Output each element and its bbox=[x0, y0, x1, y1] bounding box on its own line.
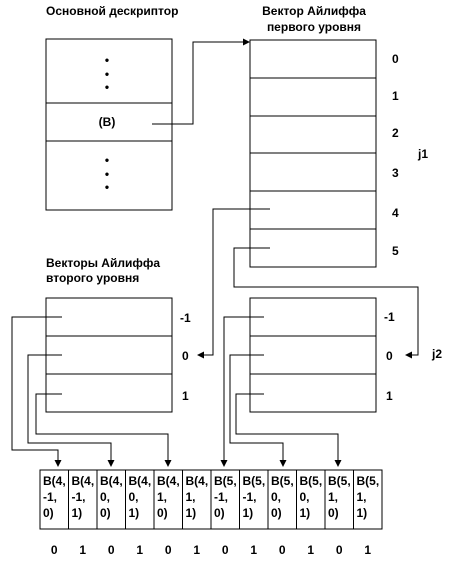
descriptor-dot: • bbox=[104, 80, 110, 94]
element-cell-text: B(5, bbox=[242, 474, 266, 488]
first-level-index-3: 3 bbox=[392, 166, 399, 180]
main-descriptor-title: Основной дескриптор bbox=[46, 4, 179, 18]
element-cell-text: 0) bbox=[271, 506, 282, 520]
arrowhead bbox=[165, 460, 172, 467]
second-level-right-index: 0 bbox=[386, 349, 393, 363]
bottom-index: 1 bbox=[307, 543, 315, 557]
element-cell-text: 0, bbox=[299, 490, 310, 504]
arrowhead bbox=[335, 460, 342, 467]
element-cell-text: B(5, bbox=[328, 474, 351, 488]
second-level-index-var-j2: j2 bbox=[432, 347, 443, 361]
element-row bbox=[40, 470, 382, 529]
element-cell-text: -1, bbox=[242, 490, 257, 504]
bottom-index-row bbox=[51, 543, 372, 557]
bottom-index: 1 bbox=[250, 543, 258, 557]
second-level-right-vector-box bbox=[250, 298, 376, 412]
element-cell-text: -1, bbox=[214, 490, 229, 504]
second-level-right-index: 1 bbox=[386, 389, 393, 403]
element-cell-text: B(4, bbox=[43, 474, 66, 488]
element-cell-text: 1, bbox=[157, 490, 168, 504]
bottom-index: 1 bbox=[79, 543, 87, 557]
element-cell-text: 1, bbox=[328, 490, 339, 504]
element-cell-text: 0) bbox=[157, 506, 168, 520]
element-cell-text: B(4, bbox=[157, 474, 180, 488]
arrowhead bbox=[55, 460, 62, 467]
first-level-index-2: 2 bbox=[392, 126, 399, 140]
arrowhead bbox=[243, 39, 250, 46]
bottom-index: 1 bbox=[193, 543, 201, 557]
element-cell-text: B(4, bbox=[128, 474, 152, 488]
first-level-index-1: 1 bbox=[392, 89, 399, 103]
element-cell-text: B(5, bbox=[271, 474, 294, 488]
element-cell-text: 1, bbox=[185, 490, 196, 504]
first-level-title-line1: Вектор Айлиффа bbox=[262, 4, 366, 18]
arrowhead bbox=[280, 460, 287, 467]
element-cell-text: -1, bbox=[43, 490, 58, 504]
element-cell-text: 1) bbox=[71, 506, 83, 520]
arrowhead bbox=[405, 352, 412, 359]
first-level-title-line2: первого уровня bbox=[266, 20, 362, 34]
element-cell-text: 1, bbox=[356, 490, 367, 504]
descriptor-dot: • bbox=[104, 53, 110, 67]
element-cell-text: B(4, bbox=[71, 474, 95, 488]
bottom-index: 0 bbox=[221, 543, 229, 557]
arrowhead bbox=[108, 460, 115, 467]
element-cell-text: 1) bbox=[128, 506, 140, 520]
element-cell-text: B(5, bbox=[299, 474, 323, 488]
element-cell-text: 0) bbox=[328, 506, 339, 520]
element-cell-text: 0, bbox=[128, 490, 139, 504]
element-cell-text: 1) bbox=[356, 506, 368, 520]
element-cell-text: 0, bbox=[100, 490, 111, 504]
bottom-index: 1 bbox=[136, 543, 144, 557]
element-cell-text: B(4, bbox=[100, 474, 123, 488]
element-cell-text: 0) bbox=[100, 506, 111, 520]
bottom-index: 0 bbox=[335, 543, 343, 557]
descriptor-dot: • bbox=[104, 67, 110, 81]
element-cell-text: 0) bbox=[214, 506, 225, 520]
first-level-index-5: 5 bbox=[392, 244, 399, 258]
descriptor-dot: • bbox=[104, 153, 110, 167]
bottom-index: 0 bbox=[50, 543, 58, 557]
first-level-index-4: 4 bbox=[392, 206, 399, 220]
first-level-vector-box bbox=[250, 40, 376, 267]
bottom-index: 0 bbox=[278, 543, 286, 557]
second-level-right-index: -1 bbox=[384, 310, 395, 324]
first-level-index-var-j1: j1 bbox=[418, 147, 429, 161]
first-level-index-0: 0 bbox=[392, 52, 399, 66]
bottom-index: 1 bbox=[364, 543, 372, 557]
second-level-left-index: -1 bbox=[180, 311, 191, 325]
descriptor-dot: • bbox=[104, 167, 110, 181]
element-cell-text: B(5, bbox=[214, 474, 237, 488]
element-cell-text: 0, bbox=[271, 490, 282, 504]
element-cell-text: 1) bbox=[242, 506, 254, 520]
element-cell-text: B(5, bbox=[356, 474, 380, 488]
descriptor-b-label: (B) bbox=[98, 115, 116, 129]
bottom-index: 0 bbox=[107, 543, 115, 557]
element-cell-text: 0) bbox=[43, 506, 54, 520]
element-cell-text: 1) bbox=[185, 506, 197, 520]
arrowhead bbox=[221, 460, 228, 467]
bottom-index: 0 bbox=[164, 543, 172, 557]
second-level-left-vector-box bbox=[46, 298, 172, 412]
element-cell-text: B(4, bbox=[185, 474, 209, 488]
second-level-left-index: 0 bbox=[182, 349, 189, 363]
arrowhead bbox=[197, 352, 204, 359]
second-level-left-index: 1 bbox=[182, 389, 189, 403]
second-level-title-line1: Векторы Айлиффа bbox=[46, 256, 161, 270]
element-cell-text: 1) bbox=[299, 506, 311, 520]
second-level-title-line2: второго уровня bbox=[46, 271, 140, 285]
element-cell-text: -1, bbox=[71, 490, 86, 504]
descriptor-dot: • bbox=[104, 180, 110, 194]
